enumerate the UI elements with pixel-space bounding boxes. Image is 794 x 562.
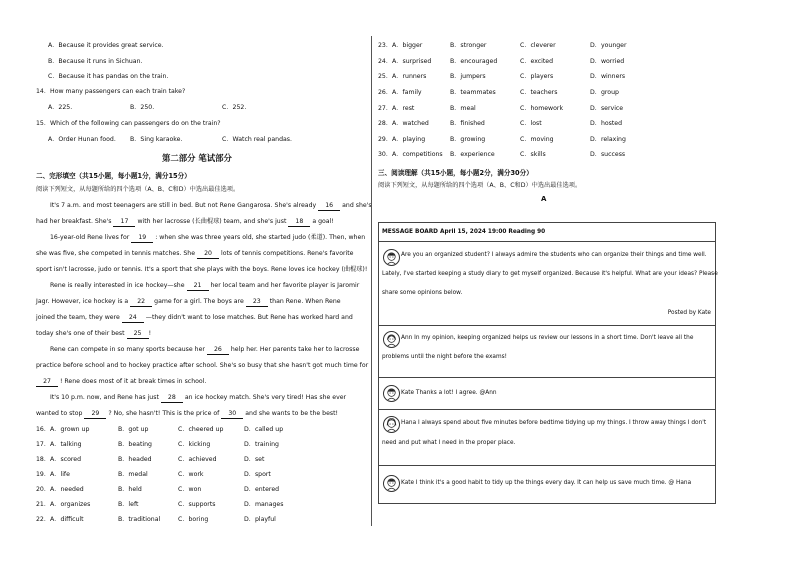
option-29b: B．growing	[450, 136, 486, 143]
post-signature: Posted by Kate	[667, 310, 711, 316]
post-kate-reply: Kate Thanks a lot! I agree. @Ann	[379, 377, 715, 410]
blank-28: 28	[161, 394, 183, 403]
option-16d: D．called up	[244, 426, 284, 433]
option-18c: C．achieved	[178, 456, 217, 463]
option-24c: C．excited	[520, 58, 554, 65]
option-30a: 30．A．competitions	[378, 151, 443, 158]
blank-29: 29	[84, 410, 106, 419]
blank-19: 19	[131, 234, 153, 243]
option-26a: 26．A．family	[378, 89, 422, 96]
cloze-instruction: 阅读下列短文，从每题所给的四个选项（A、B、C和D）中选出最佳选项。	[36, 186, 240, 193]
option-27c: C．homework	[520, 105, 564, 112]
option-27d: D．service	[590, 105, 624, 112]
option-24b: B．encouraged	[450, 58, 498, 65]
passage-line: It's 7 a.m. and most teenagers are still in bed. But not Rene Gangarosa. She's already 16 and she's	[50, 202, 372, 209]
option-30c: C．skills	[520, 151, 546, 158]
option-21d: D．manages	[244, 501, 284, 508]
blank-22: 22	[130, 298, 152, 307]
q15-option-a: A．Order Hunan food.	[48, 136, 116, 143]
passage-line: joined the team, they were 24 —they didn't want to lose matches. But Rene has worked hard and	[36, 314, 353, 321]
avatar-kate-icon	[383, 475, 400, 492]
option-18b: B．headed	[118, 456, 152, 463]
q15-option-c: C．Watch real pandas.	[222, 136, 292, 143]
blank-21: 21	[187, 282, 209, 291]
q13-option-c: C．Because it has pandas on the train.	[48, 73, 169, 80]
blank-20: 20	[197, 250, 219, 259]
option-17a: 17．A．talking	[36, 441, 82, 448]
passage-line: wanted to stop 29 ? No, she hasn't! This is the price of 30 and she wants to be the best!	[36, 410, 339, 417]
option-22d: D．playful	[244, 516, 276, 523]
q14-question: 14．How many passengers can each train take?	[36, 88, 186, 95]
part-two-title: 第二部分 笔试部分	[162, 153, 232, 163]
passage-line: she was five, she competed in tennis matches. She 20 lots of tennis competitions. Rene's favorite	[36, 250, 354, 257]
q14-option-a: A．225.	[48, 104, 73, 111]
option-30d: D．success	[590, 151, 626, 158]
option-20a: 20．A．needed	[36, 486, 84, 493]
passage-line: It's 10 p.m. now, and Rene has just 28 an ice hockey match. She's very tired! Has she ever	[50, 394, 347, 401]
option-19b: B．medal	[118, 471, 148, 478]
option-24d: D．worried	[590, 58, 625, 65]
blank-25: 25	[127, 330, 149, 339]
passage-a-label: A	[541, 195, 547, 203]
option-26d: D．group	[590, 89, 619, 96]
option-29d: D．relaxing	[590, 136, 626, 143]
passage-line: had her breakfast. She's 17 with her lacrosse (长曲棍球) team, and she's just 18 a goal!	[36, 218, 334, 225]
option-17c: C．kicking	[178, 441, 211, 448]
blank-16: 16	[318, 202, 340, 211]
option-27b: B．meal	[450, 105, 476, 112]
passage-line: 27 ! Rene does most of it at break times in school.	[36, 378, 206, 387]
option-22c: C．boring	[178, 516, 209, 523]
option-29c: C．moving	[520, 136, 554, 143]
option-26b: B．teammates	[450, 89, 496, 96]
avatar-hana-icon	[383, 416, 400, 433]
passage-line: sport isn't lacrosse, judo or tennis. It's a sport that she plays with the boys. Rene loves ice hockey (曲棍球)!	[36, 266, 368, 273]
q13-option-b: B．Because it runs in Sichuan.	[48, 58, 143, 65]
option-25c: C．players	[520, 73, 554, 80]
option-16a: 16．A．grown up	[36, 426, 90, 433]
option-29a: 29．A．playing	[378, 136, 426, 143]
blank-27: 27	[36, 378, 58, 387]
column-divider	[371, 36, 372, 526]
option-20c: C．won	[178, 486, 202, 493]
option-25d: D．winners	[590, 73, 626, 80]
avatar-ann-icon	[383, 331, 400, 348]
blank-23: 23	[246, 298, 268, 307]
option-24a: 24．A．surprised	[378, 58, 432, 65]
passage-line: 16-year-old Rene lives for 19 : when she was three years old, she started judo (柔道). Then, when	[50, 234, 366, 241]
q13-option-a: A．Because it provides great service.	[48, 42, 164, 49]
option-21a: 21．A．organizes	[36, 501, 91, 508]
option-19c: C．work	[178, 471, 204, 478]
post-kate: Are you an organized student? I always admire the students who can organize their things and time well. Lately, I've started keeping a study diary to get myself organized. Because it's helpful. What are your ideas? Please share some opinions below. Posted by Kate	[379, 241, 715, 326]
option-16b: B．got up	[118, 426, 149, 433]
blank-18: 18	[288, 218, 310, 227]
blank-24: 24	[122, 314, 144, 323]
option-28a: 28．A．watched	[378, 120, 429, 127]
passage-line: practice before school and to hockey practice after school. She's so busy that she hasn't got much time for	[36, 362, 369, 369]
q14-option-b: B．250.	[130, 104, 155, 111]
post-kate-reply-hana: Kate I think it's a good habit to tidy up the things every day. It can help us save much time. @ Hana	[379, 465, 715, 503]
option-23a: 23．A．bigger	[378, 42, 423, 49]
option-23d: D．younger	[590, 42, 627, 49]
blank-26: 26	[207, 346, 229, 355]
board-header-row	[379, 223, 715, 242]
option-19a: 19．A．life	[36, 471, 70, 478]
option-25a: 25．A．runners	[378, 73, 427, 80]
option-16c: C．cheered up	[178, 426, 224, 433]
option-17d: D．training	[244, 441, 279, 448]
option-28d: D．hosted	[590, 120, 623, 127]
option-17b: B．beating	[118, 441, 152, 448]
q15-question: 15．Which of the following can passengers do on the train?	[36, 120, 221, 127]
option-21b: B．left	[118, 501, 139, 508]
board-header: MESSAGE BOARD April 15, 2024 19:00 Reading 90	[382, 229, 546, 235]
post-hana: Hana I always spend about five minutes before bedtime tidying up my things. I throw away things I don't need and put what I need in the proper place.	[379, 409, 715, 466]
blank-17: 17	[113, 218, 135, 227]
message-board	[378, 222, 716, 504]
option-30b: B．experience	[450, 151, 495, 158]
option-26c: C．teachers	[520, 89, 558, 96]
avatar-kate-icon	[383, 385, 400, 402]
blank-30: 30	[221, 410, 243, 419]
passage-line: Rene is really interested in ice hockey—she 21 her local team and her favorite player is Jaromir	[50, 282, 360, 289]
passage-line: today she's one of their best 25 !	[36, 330, 152, 337]
option-28c: C．lost	[520, 120, 542, 127]
option-22b: B．traditional	[118, 516, 161, 523]
q15-option-b: B．Sing karaoke.	[130, 136, 183, 143]
option-27a: 27．A．rest	[378, 105, 415, 112]
option-25b: B．jumpers	[450, 73, 486, 80]
option-18a: 18．A．scored	[36, 456, 82, 463]
passage-line: Jagr. However, ice hockey is a 22 game for a girl. The boys are 23 than Rene. When Rene	[36, 298, 341, 305]
cloze-section-title: 二、完形填空（共15小题，每小题1分，满分15分）	[36, 172, 191, 180]
post-ann: Ann In my opinion, keeping organized helps us review our lessons in a short time. Don't leave all the problems until the night before the exams!	[379, 325, 715, 378]
option-21c: C．supports	[178, 501, 216, 508]
option-20d: D．entered	[244, 486, 280, 493]
option-23b: B．stronger	[450, 42, 487, 49]
option-18d: D．set	[244, 456, 265, 463]
reading-instruction: 阅读下列短文，从每题所给的四个选项（A、B、C和D）中选出最佳选项。	[378, 182, 582, 189]
q14-option-c: C．252.	[222, 104, 247, 111]
option-28b: B．finished	[450, 120, 485, 127]
avatar-kate-icon	[383, 249, 400, 266]
option-22a: 22．A．difficult	[36, 516, 84, 523]
option-23c: C．cleverer	[520, 42, 556, 49]
option-19d: D．sport	[244, 471, 271, 478]
reading-section-title: 三、阅读理解（共15小题，每小题2分，满分30分）	[378, 169, 533, 177]
option-20b: B．held	[118, 486, 142, 493]
passage-line: Rene can compete in so many sports because her 26 help her. Her parents take her to lacrosse	[50, 346, 360, 353]
